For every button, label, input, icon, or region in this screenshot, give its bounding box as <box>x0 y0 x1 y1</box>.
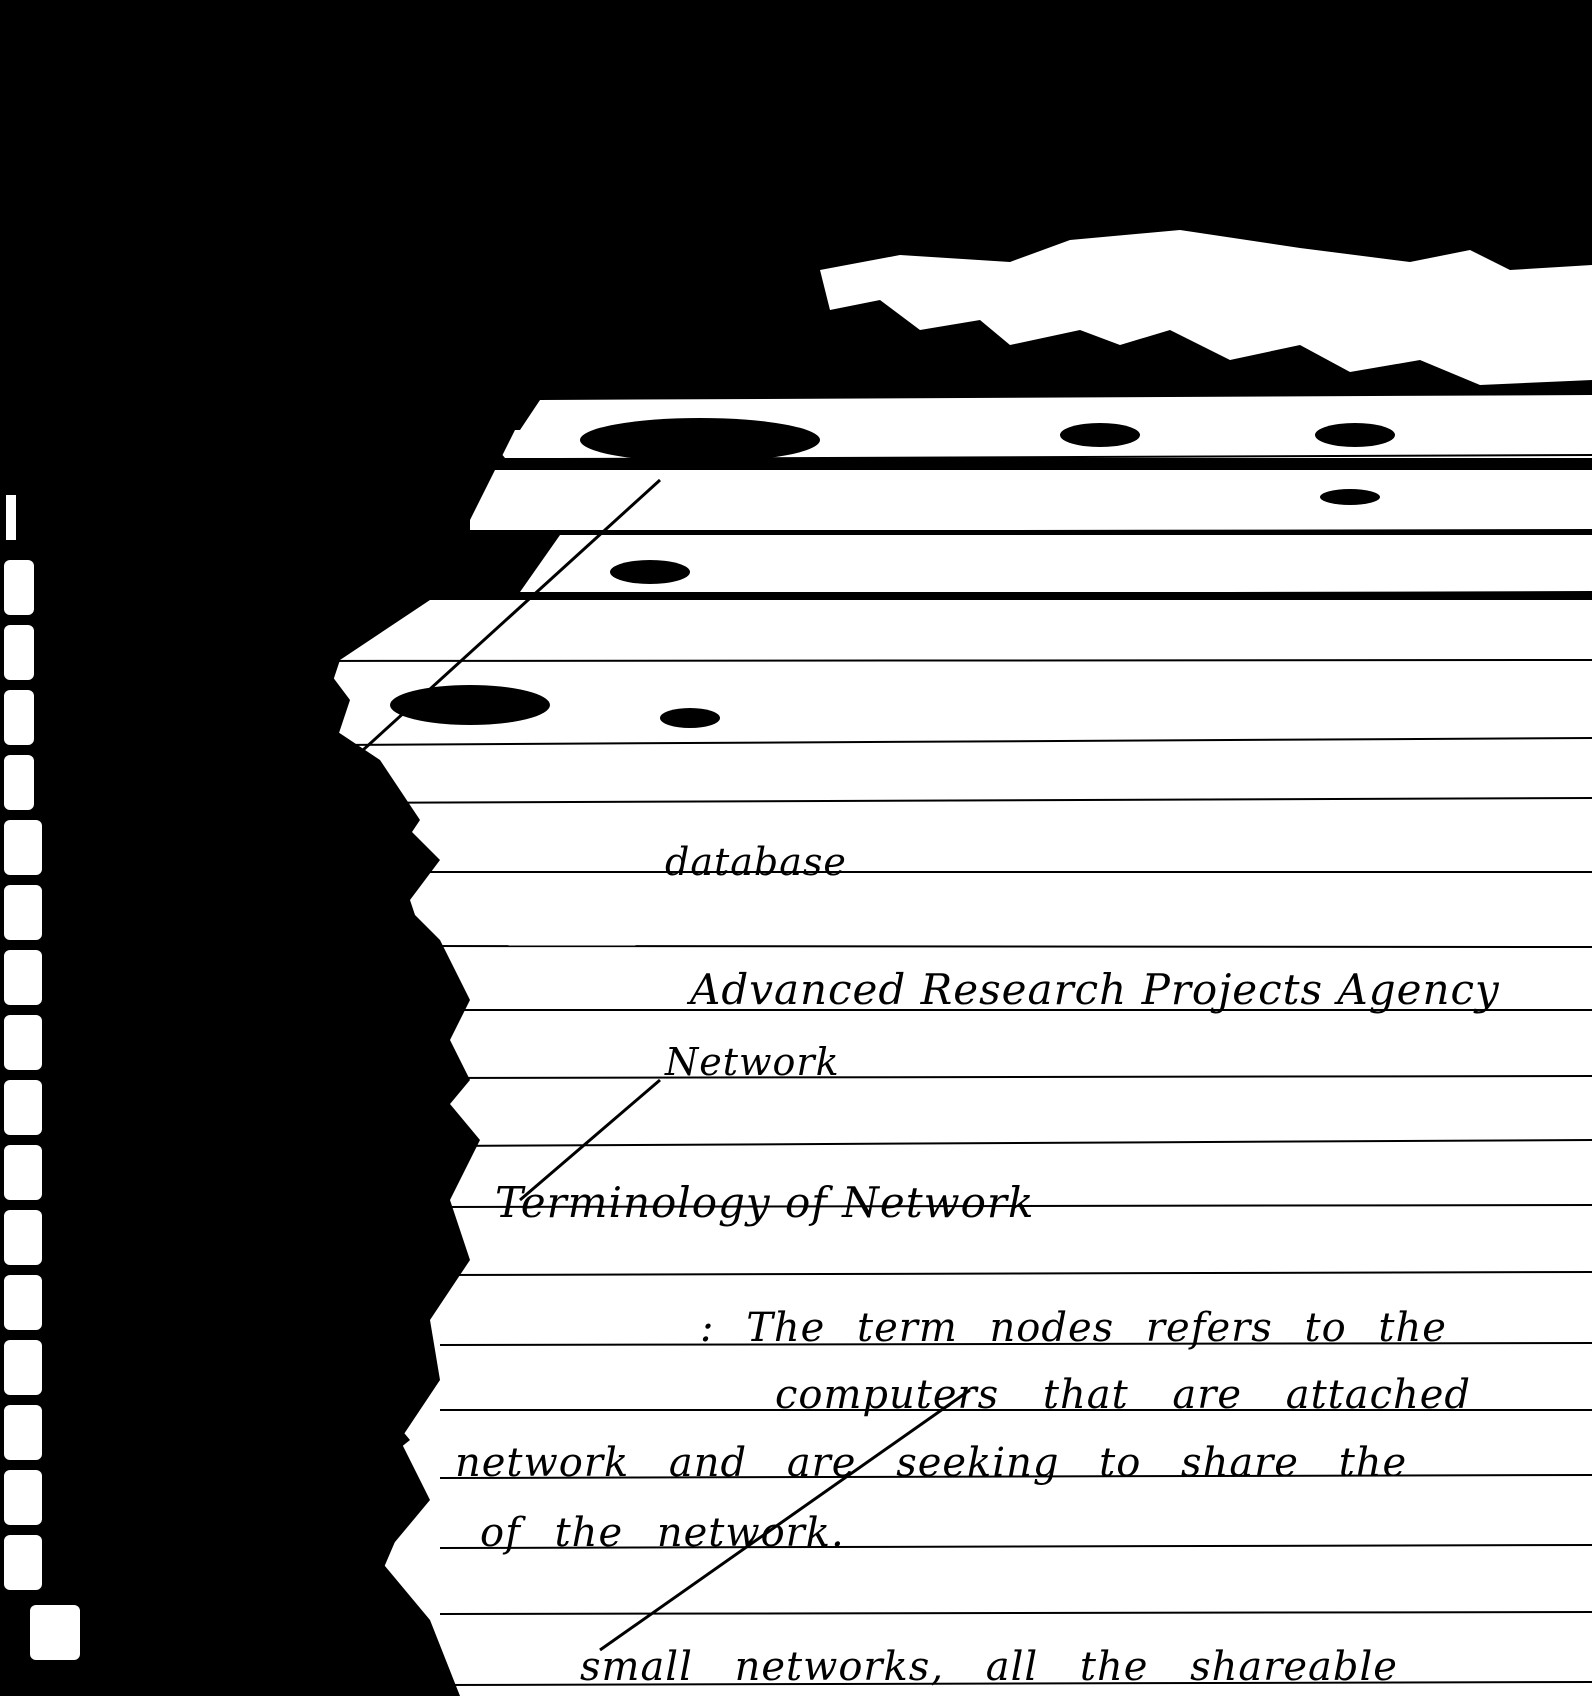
spiral-binding <box>0 0 90 1696</box>
paper-strip-3 <box>520 535 1592 592</box>
note-line-computers: computers that are attached <box>775 1372 1472 1418</box>
note-line-small-networks: small networks, all the shareable <box>580 1644 1398 1690</box>
note-line-database: database <box>665 840 847 884</box>
note-line-network: Network <box>665 1040 840 1084</box>
note-line-nodes: : The term nodes refers to the <box>700 1305 1447 1351</box>
note-line-sharing: network and are seeking to share the <box>455 1440 1408 1486</box>
note-line-terminology: Terminology of Network <box>495 1178 1035 1227</box>
note-line-of-network: of the network. <box>480 1510 845 1556</box>
note-line-arpa: Advanced Research Projects Agency <box>690 965 1500 1014</box>
